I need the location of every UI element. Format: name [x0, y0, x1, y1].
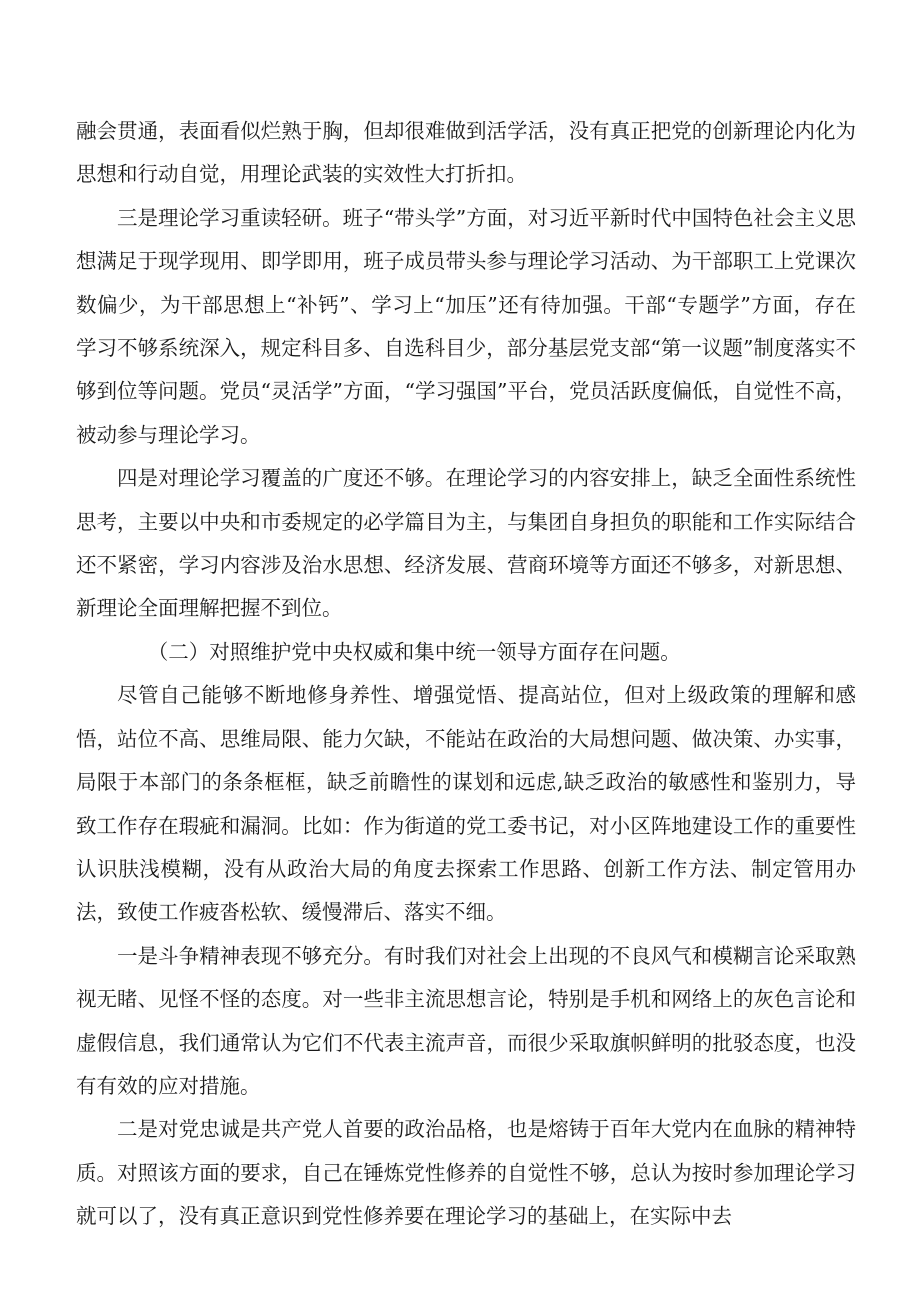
- paragraph-fighting-spirit: 一是斗争精神表现不够充分。有时我们对社会上出现的不良风气和模糊言论采取熟视无睹、见怪不怪的态度。对一些非主流思想言论，特别是手机和网络上的灰色言论和虚假信息，我们通常认为它们不代表主流声音，而很少采取旗帜鲜明的批驳态度，也没有有效的应对措施。: [76, 943, 856, 1098]
- paragraph-theory-study-coverage: 四是对理论学习覆盖的广度还不够。在理论学习的内容安排上，缺乏全面性系统性思考，主要以中央和市委规定的必学篇目为主，与集团自身担负的职能和工作实际结合还不紧密，学习内容涉及治水思想、经济发展、营商环境等方面还不够多，对新思想、新理论全面理解把握不到位。: [76, 466, 856, 621]
- paragraph-continuation: 融会贯通，表面看似烂熟于胸，但却很难做到活学活，没有真正把党的创新理论内化为思想和行动自觉，用理论武装的实效性大打折扣。: [76, 119, 856, 187]
- section-heading: （二）对照维护党中央权威和集中统一领导方面存在问题。: [147, 639, 681, 664]
- paragraph-theory-study-reading: 三是理论学习重读轻研。班子“带头学”方面，对习近平新时代中国特色社会主义思想满足于现学现用、即学即用，班子成员带头参与理论学习活动、为干部职工上党课次数偏少，为干部思想上“补钙”、学习上“加压”还有待加强。干部“专题学”方面，存在学习不够系统深入，规定科目多、自选科目少，部分基层党支部“第一议题”制度落实不够到位等问题。党员“灵活学”方面，“学习强国”平台，党员活跃度偏低，自觉性不高，被动参与理论学习。: [76, 205, 856, 447]
- paragraph-party-loyalty: 二是对党忠诚是共产党人首要的政治品格，也是熔铸于百年大党内在血脉的精神特质。对照该方面的要求，自己在锤炼党性修养的自觉性不够，总认为按时参加理论学习就可以了，没有真正意识到党性修养要在理论学习的基础上，在实际中去: [76, 1117, 856, 1229]
- paragraph-political-awareness: 尽管自己能够不断地修身养性、增强觉悟、提高站位，但对上级政策的理解和感悟，站位不高、思维局限、能力欠缺，不能站在政治的大局想问题、做决策、办实事，局限于本部门的条条框框，缺乏前瞻性的谋划和远虑,缺乏政治的敏感性和鉴别力，导致工作存在瑕疵和漏洞。比如：作为街道的党工委书记，对小区阵地建设工作的重要性认识肤浅模糊，没有从政治大局的角度去探索工作思路、创新工作方法、制定管用办法，致使工作疲沓松软、缓慢滞后、落实不细。: [76, 683, 856, 925]
- document-body: [76, 110, 856, 1239]
